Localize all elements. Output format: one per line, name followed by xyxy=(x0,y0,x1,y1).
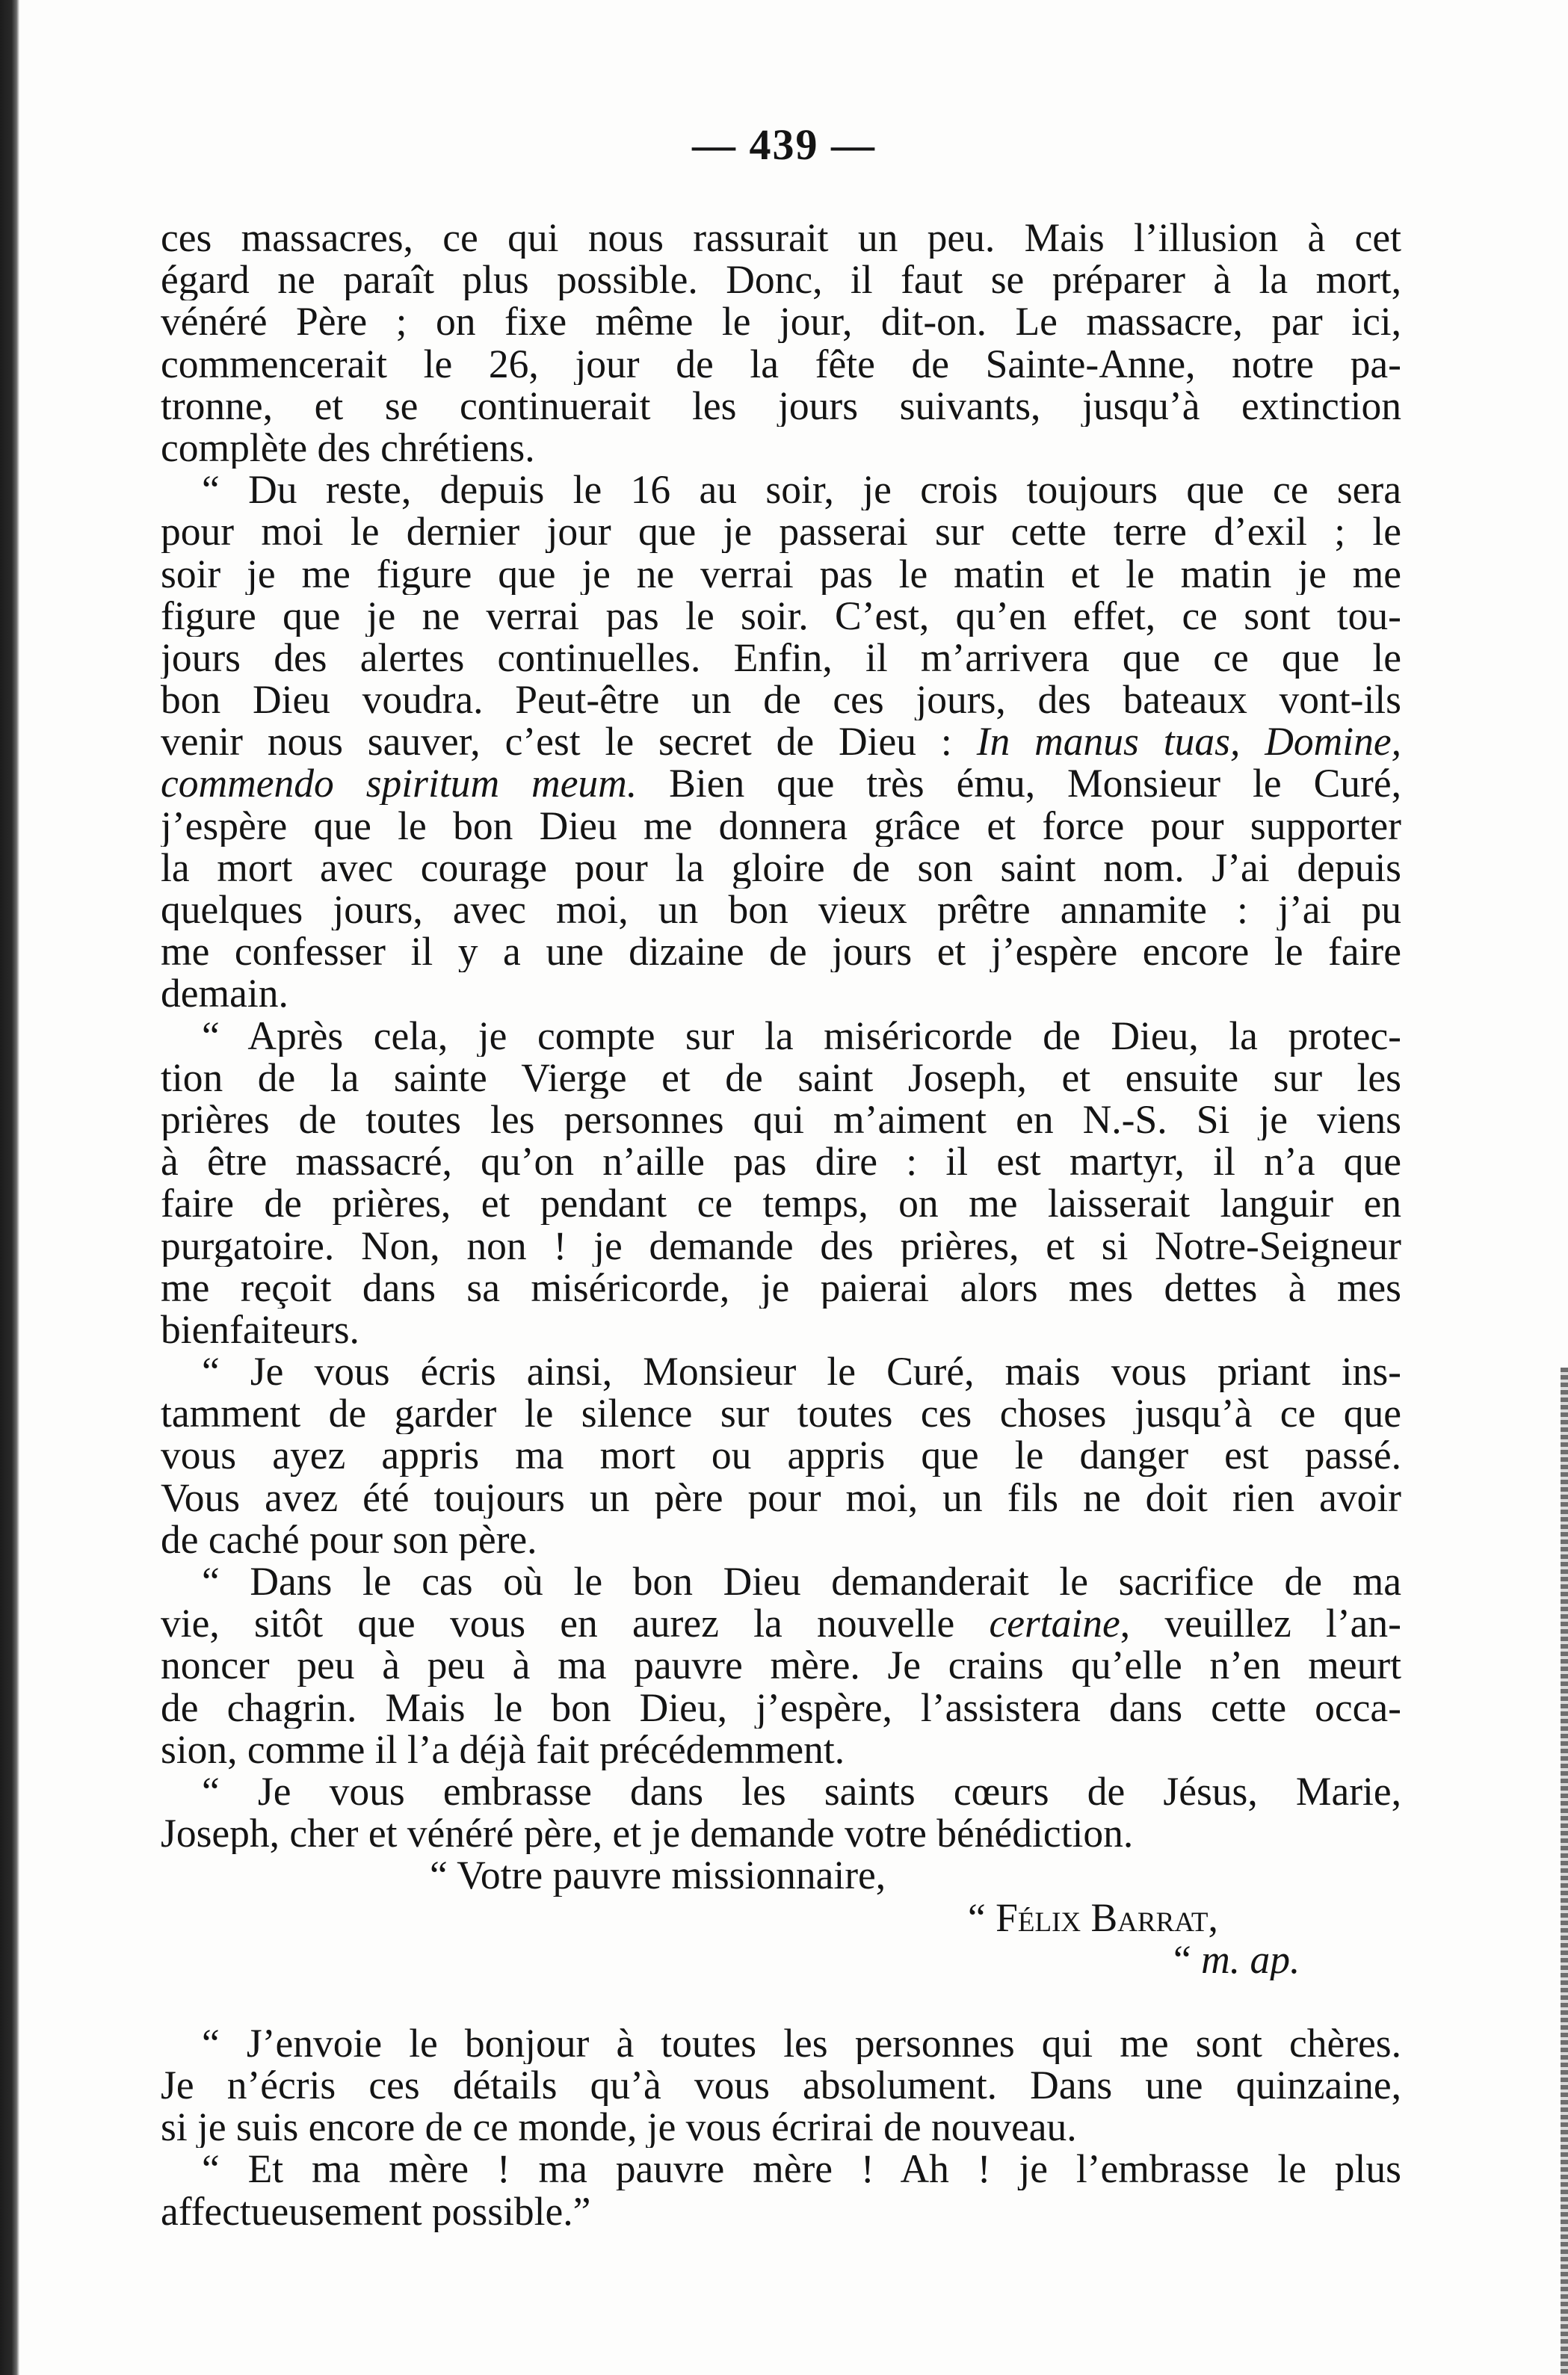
page-number: — 439 — xyxy=(692,120,876,169)
text-line: tronne, et se continuerait les jours suivants, jusqu’à extinction xyxy=(161,384,1401,427)
text-line: la mort avec courage pour la gloire de son saint nom. J’ai depuis xyxy=(161,846,1401,889)
text-line: purgatoire. Non, non ! je demande des prières, et si Notre-Seigneur xyxy=(161,1224,1401,1267)
text-line: “ m. ap. xyxy=(1173,1938,1300,1980)
text-line: figure que je ne verrai pas le soir. C’est, qu’en effet, ce sont tou- xyxy=(161,594,1401,637)
text-line: à être massacré, qu’on n’aille pas dire : il est martyr, il n’a que xyxy=(161,1140,1401,1183)
text-line: Je n’écris ces détails qu’à vous absolument. Dans une quinzaine, xyxy=(161,2064,1401,2107)
text-line: de caché pour son père. xyxy=(161,1518,537,1560)
text-line: égard ne paraît plus possible. Donc, il faut se préparer à la mort, xyxy=(161,259,1401,301)
text-line: “ Votre pauvre missionnaire, xyxy=(430,1854,886,1897)
text-line: noncer peu à peu à ma pauvre mère. Je crains qu’elle n’en meurt xyxy=(161,1644,1401,1687)
text-line: soir je me figure que je ne verrai pas le matin et le matin je me xyxy=(161,552,1401,595)
text-line: Joseph, cher et vénéré père, et je demande votre bénédiction. xyxy=(161,1812,1134,1855)
text-line: “ Je vous embrasse dans les saints cœurs de Jésus, Marie, xyxy=(202,1770,1401,1813)
text-line: jours des alertes continuelles. Enfin, il m’arrivera que ce que le xyxy=(161,636,1401,679)
body-text xyxy=(161,217,1401,2232)
text-line: me confesser il y a une dizaine de jours et j’espère encore le faire xyxy=(161,930,1401,973)
text-line: demain. xyxy=(161,972,288,1015)
paragraph-gap xyxy=(161,1980,1401,2022)
text-line: “ Je vous écris ainsi, Monsieur le Curé, mais vous priant ins- xyxy=(202,1350,1401,1393)
text-line: Vous avez été toujours un père pour moi, un fils ne doit rien avoir xyxy=(161,1476,1401,1519)
text-line: “ Félix Barrat, xyxy=(968,1896,1218,1939)
text-line: affectueusement possible.” xyxy=(161,2190,591,2232)
text-line: me reçoit dans sa miséricorde, je paierai alors mes dettes à mes xyxy=(161,1266,1401,1309)
text-line: commencerait le 26, jour de la fête de Sainte-Anne, notre pa- xyxy=(161,342,1401,385)
text-line: si je suis encore de ce monde, je vous écrirai de nouveau. xyxy=(161,2106,1077,2149)
text-line: vous ayez appris ma mort ou appris que le danger est passé. xyxy=(161,1434,1401,1477)
text-line: “ Après cela, je compte sur la miséricorde de Dieu, la protec- xyxy=(202,1014,1401,1057)
page-right-edge xyxy=(1561,1368,1568,2375)
text-line: “ Du reste, depuis le 16 au soir, je crois toujours que ce sera xyxy=(202,469,1401,511)
text-line: quelques jours, avec moi, un bon vieux prêtre annamite : j’ai pu xyxy=(161,889,1401,931)
text-line: tamment de garder le silence sur toutes ces choses jusqu’à ce que xyxy=(161,1392,1401,1435)
text-line: tion de la sainte Vierge et de saint Joseph, et ensuite sur les xyxy=(161,1056,1401,1099)
text-line: complète des chrétiens. xyxy=(161,426,535,469)
text-line: “ Dans le cas où le bon Dieu demanderait le sacrifice de ma xyxy=(202,1560,1401,1603)
text-line: faire de prières, et pendant ce temps, on me laisserait languir en xyxy=(161,1182,1401,1225)
text-line: pour moi le dernier jour que je passerai sur cette terre d’exil ; le xyxy=(161,510,1401,553)
text-line: j’espère que le bon Dieu me donnera grâce et force pour supporter xyxy=(161,804,1401,847)
text-line: “ Et ma mère ! ma pauvre mère ! Ah ! je l’embrasse le plus xyxy=(202,2148,1401,2190)
text-line: vénéré Père ; on fixe même le jour, dit-on. Le massacre, par ici, xyxy=(161,300,1401,343)
text-line: venir nous sauver, c’est le secret de Dieu : In manus tuas, Domine, xyxy=(161,720,1401,763)
text-line: sion, comme il l’a déjà fait précédemment. xyxy=(161,1728,845,1770)
text-line: prières de toutes les personnes qui m’aiment en N.-S. Si je viens xyxy=(161,1098,1401,1141)
text-line: ces massacres, ce qui nous rassurait un peu. Mais l’illusion à cet xyxy=(161,217,1401,259)
text-line: commendo spiritum meum. Bien que très ému, Monsieur le Curé, xyxy=(161,762,1401,805)
text-line: de chagrin. Mais le bon Dieu, j’espère, l’assistera dans cette occa- xyxy=(161,1686,1401,1729)
text-line: bon Dieu voudra. Peut-être un de ces jours, des bateaux vont-ils xyxy=(161,679,1401,721)
text-line: vie, sitôt que vous en aurez la nouvelle certaine, veuillez l’an- xyxy=(161,1602,1401,1645)
page-binding-edge xyxy=(0,0,19,2375)
text-line: “ J’envoie le bonjour à toutes les personnes qui me sont chères. xyxy=(202,2022,1401,2065)
text-line: bienfaiteurs. xyxy=(161,1308,359,1351)
